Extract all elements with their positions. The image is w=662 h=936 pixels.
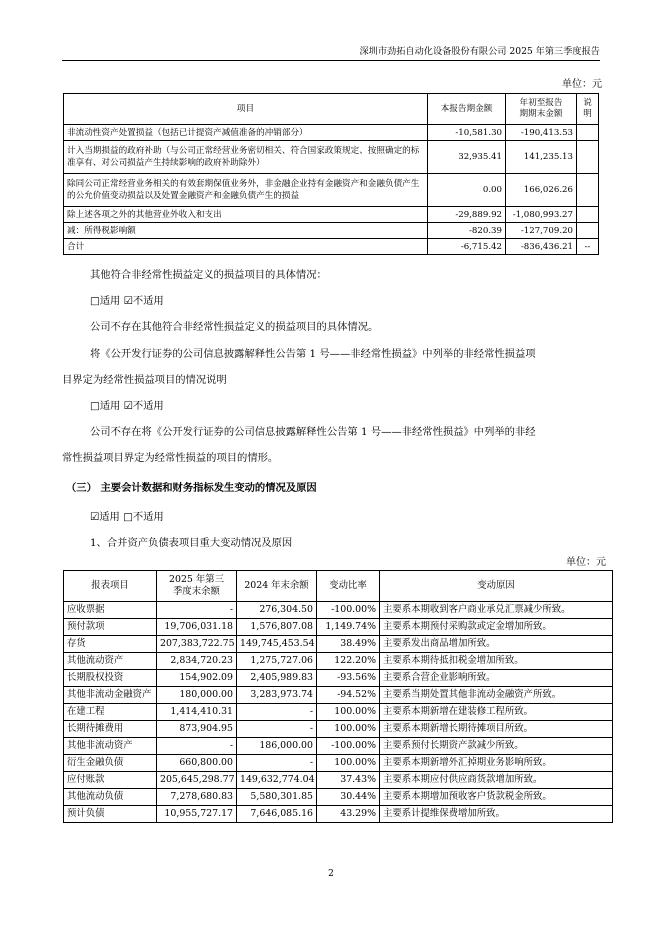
- row-q3-balance: 660,800.00: [157, 755, 237, 772]
- table-header-row: [64, 571, 613, 602]
- row-2024-balance: 7,646,085.16: [237, 806, 317, 823]
- row-ytd: -127,709.20: [506, 223, 577, 239]
- row-2024-balance: 149,745,453.54: [237, 636, 317, 653]
- row-note: [577, 125, 599, 141]
- table-row: [64, 207, 599, 223]
- table-row: [64, 721, 613, 738]
- row-current: 0.00: [428, 174, 506, 207]
- row-change-ratio: 100.00%: [317, 704, 380, 721]
- row-q3-balance: 873,904.95: [157, 721, 237, 738]
- row-item: 减：所得税影响额: [64, 223, 428, 239]
- row-item: 预付款项: [64, 619, 157, 636]
- table-row: [64, 755, 613, 772]
- row-ytd: -1,080,993.27: [506, 207, 577, 223]
- row-q3-balance: 205,645,298.77: [157, 772, 237, 789]
- row-change-ratio: 30.44%: [317, 789, 380, 806]
- row-change-reason: 主要系本期新增外汇掉期业务影响所致。: [380, 755, 613, 772]
- table-row: [64, 636, 613, 653]
- row-item: 其他非流动资产: [64, 738, 157, 755]
- row-item: 长期待摊费用: [64, 721, 157, 738]
- row-2024-balance: 276,304.50: [237, 602, 317, 619]
- table-row: [64, 141, 599, 174]
- row-item: 除同公司正常经营业务相关的有效套期保值业务外，非金融企业持有金融资产和金融负债产生的公允价值变动损益以及处置金融资产和金融负债产生的损益: [64, 174, 428, 207]
- table-row: [64, 789, 613, 806]
- balance-sheet-changes-table: [63, 570, 613, 823]
- row-change-ratio: 43.29%: [317, 806, 380, 823]
- row-ytd: -190,413.53: [506, 125, 577, 141]
- row-item: 其他非流动金融资产: [64, 687, 157, 704]
- table-row: [64, 704, 613, 721]
- row-2024-balance: -: [237, 721, 317, 738]
- table-row: [64, 602, 613, 619]
- row-change-reason: 主要系当期处置其他非流动金融资产所致。: [380, 687, 613, 704]
- row-change-ratio: 122.20%: [317, 653, 380, 670]
- row-change-ratio: 1,149.74%: [317, 619, 380, 636]
- row-current: -820.39: [428, 223, 506, 239]
- row-change-reason: 主要系发出商品增加所致。: [380, 636, 613, 653]
- row-q3-balance: 19,706,031.18: [157, 619, 237, 636]
- table-row-total: [64, 239, 599, 255]
- row-change-ratio: 100.00%: [317, 721, 380, 738]
- table-row: [64, 738, 613, 755]
- col-header-item: 项目: [64, 94, 428, 125]
- row-2024-balance: 3,283,973.74: [237, 687, 317, 704]
- row-change-reason: 主要系本期待抵扣税金增加所致。: [380, 653, 613, 670]
- table2-unit: 单位：元: [566, 557, 606, 568]
- row-item: 应付账款: [64, 772, 157, 789]
- row-q3-balance: 1,414,410.31: [157, 704, 237, 721]
- row-2024-balance: 1,275,727.06: [237, 653, 317, 670]
- row-item: 计入当期损益的政府补助（与公司正常经营业务密切相关、符合国家政策规定、按照确定的标准享有、对公司损益产生持续影响的政府补助除外）: [64, 141, 428, 174]
- row-item: 其他流动资产: [64, 653, 157, 670]
- col-header-q3: 2025 年第三 季度末余额: [157, 571, 237, 602]
- row-2024-balance: 186,000.00: [237, 738, 317, 755]
- col-header-current: 本报告期金额: [428, 94, 506, 125]
- row-ytd: 141,235.13: [506, 141, 577, 174]
- row-change-reason: 主要系计提维保费增加所致。: [380, 806, 613, 823]
- row-item: 合计: [64, 239, 428, 255]
- row-item: 长期股权投资: [64, 670, 157, 687]
- applicability-checkbox: ☑适用 □不适用: [90, 511, 164, 523]
- row-q3-balance: 2,834,720.23: [157, 653, 237, 670]
- row-item: 存货: [64, 636, 157, 653]
- row-2024-balance: 1,576,807.08: [237, 619, 317, 636]
- row-item: 非流动性资产处置损益（包括已计提资产减值准备的冲销部分）: [64, 125, 428, 141]
- table-row: [64, 619, 613, 636]
- table-row: [64, 125, 599, 141]
- row-2024-balance: -: [237, 755, 317, 772]
- row-note: [577, 207, 599, 223]
- row-current: -6,715.42: [428, 239, 506, 255]
- row-2024-balance: 5,580,301.85: [237, 789, 317, 806]
- row-change-ratio: 100.00%: [317, 755, 380, 772]
- row-2024-balance: 2,405,989.83: [237, 670, 317, 687]
- col-header-note: 说 明: [577, 94, 599, 125]
- paragraph: 将《公开发行证券的公司信息披露解释性公告第 1 号——非经常性损益》中列举的非经常性损益项: [90, 348, 536, 360]
- table-row: [64, 653, 613, 670]
- non-recurring-gains-table: [63, 93, 599, 255]
- row-note: --: [577, 239, 599, 255]
- row-change-ratio: 38.49%: [317, 636, 380, 653]
- paragraph: 公司不存在将《公开发行证券的公司信息披露解释性公告第 1 号——非经常性损益》中列举的非经: [90, 426, 536, 438]
- row-change-reason: 主要系本期收到客户商业承兑汇票减少所致。: [380, 602, 613, 619]
- paragraph: 1、合并资产负债表项目重大变动情况及原因: [90, 537, 293, 549]
- row-current: -29,889.92: [428, 207, 506, 223]
- row-note: [577, 174, 599, 207]
- row-change-ratio: 37.43%: [317, 772, 380, 789]
- col-header-item: 报表项目: [64, 571, 157, 602]
- row-item: 预计负债: [64, 806, 157, 823]
- row-change-ratio: -93.56%: [317, 670, 380, 687]
- col-header-ratio: 变动比率: [317, 571, 380, 602]
- header-title: 深圳市劲拓自动化设备股份有限公司 2025 年第三季度报告: [359, 46, 600, 57]
- row-q3-balance: 207,383,722.75: [157, 636, 237, 653]
- row-change-ratio: -100.00%: [317, 602, 380, 619]
- row-q3-balance: 154,902.09: [157, 670, 237, 687]
- table-row: [64, 806, 613, 823]
- applicability-checkbox: □适用 ☑不适用: [90, 400, 164, 412]
- paragraph: 常性损益项目界定为经常性损益的项目的情形。: [62, 452, 279, 464]
- row-change-reason: 主要系预付长期资产款减少所致。: [380, 738, 613, 755]
- row-2024-balance: -: [237, 704, 317, 721]
- page-number: 2: [328, 869, 334, 879]
- table-row: [64, 687, 613, 704]
- page-header: [62, 44, 600, 61]
- row-q3-balance: 7,278,680.83: [157, 789, 237, 806]
- row-q3-balance: 180,000.00: [157, 687, 237, 704]
- table-header-row: [64, 94, 599, 125]
- col-header-ytd: 年初至报告 期期末金额: [506, 94, 577, 125]
- paragraph: 目界定为经常性损益项目的情况说明: [62, 374, 227, 386]
- row-note: [577, 141, 599, 174]
- table-row: [64, 670, 613, 687]
- row-change-ratio: -94.52%: [317, 687, 380, 704]
- row-item: 衍生金融负债: [64, 755, 157, 772]
- col-header-reason: 变动原因: [380, 571, 613, 602]
- row-item: 除上述各项之外的其他营业外收入和支出: [64, 207, 428, 223]
- table-row: [64, 223, 599, 239]
- row-item: 其他流动负债: [64, 789, 157, 806]
- row-change-reason: 主要系本期增加预收客户货款税金所致。: [380, 789, 613, 806]
- table1-unit: 单位：元: [562, 79, 602, 90]
- row-item: 在建工程: [64, 704, 157, 721]
- row-change-reason: 主要系本期新增在建装修工程所致。: [380, 704, 613, 721]
- row-change-ratio: -100.00%: [317, 738, 380, 755]
- row-note: [577, 223, 599, 239]
- section-heading: （三） 主要会计数据和财务指标发生变动的情况及原因: [66, 482, 317, 494]
- table-row: [64, 174, 599, 207]
- col-header-2024: 2024 年末余额: [237, 571, 317, 602]
- row-ytd: -836,436.21: [506, 239, 577, 255]
- applicability-checkbox: □适用 ☑不适用: [90, 295, 164, 307]
- row-change-reason: 主要系本期应付供应商货款增加所致。: [380, 772, 613, 789]
- row-q3-balance: -: [157, 602, 237, 619]
- row-ytd: 166,026.26: [506, 174, 577, 207]
- paragraph: 公司不存在其他符合非经常性损益定义的损益项目的具体情况。: [90, 321, 379, 333]
- row-item: 应收票据: [64, 602, 157, 619]
- row-change-reason: 主要系本期预付采购款或定金增加所致。: [380, 619, 613, 636]
- row-2024-balance: 149,632,774.04: [237, 772, 317, 789]
- row-change-reason: 主要系合营企业影响所致。: [380, 670, 613, 687]
- row-q3-balance: -: [157, 738, 237, 755]
- paragraph: 其他符合非经常性损益定义的损益项目的具体情况：: [90, 269, 327, 281]
- row-q3-balance: 10,955,727.17: [157, 806, 237, 823]
- row-current: 32,935.41: [428, 141, 506, 174]
- row-change-reason: 主要系本期新增长期待摊项目所致。: [380, 721, 613, 738]
- table-row: [64, 772, 613, 789]
- row-current: -10,581.30: [428, 125, 506, 141]
